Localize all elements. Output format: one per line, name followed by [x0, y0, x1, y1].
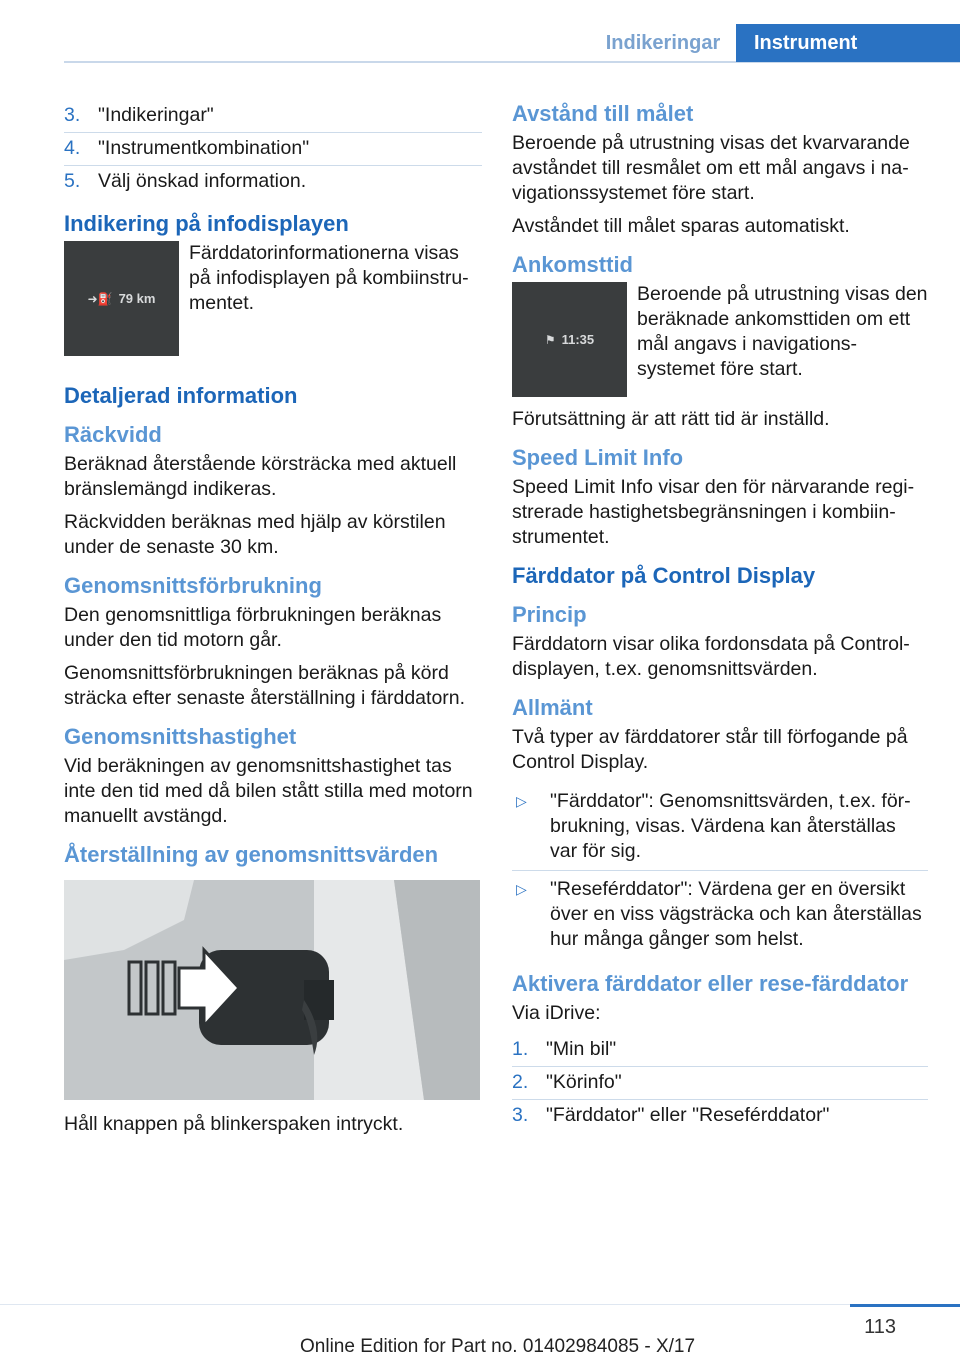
triangle-bullet-icon: ▷ — [516, 881, 527, 897]
heading-reset: Återställning av genomsnittsvärden — [64, 842, 439, 867]
infodisplay-figure — [64, 241, 482, 356]
destination-flag-icon: ⚑ — [544, 332, 556, 347]
avg-speed-text: Vid beräkningen av genomsnittshastighet tas inte den tid med då bilen stått stilla med motorn manuellt avstängd. — [64, 755, 473, 827]
edition-footer: Online Edition for Part no. 01402984085 - X/17 — [300, 1336, 696, 1357]
range-display-image — [64, 241, 179, 356]
page-number: 113 — [864, 1316, 896, 1338]
turn-signal-lever-illustration — [64, 880, 480, 1100]
range-text-2: Räckvidden beräknas med hjälp av körstilen under de senaste 30 km. — [64, 511, 446, 558]
general-text: Två typer av färddatorer står till förfogande på Control Display. — [512, 726, 908, 773]
heading-arrival: Ankomsttid — [512, 252, 633, 277]
list-item: 2. "Körinfo" — [512, 1067, 928, 1100]
list-item: 1. "Min bil" — [512, 1034, 928, 1067]
header-tab-chapter[interactable]: Instrument — [736, 24, 960, 62]
infodisplay-text: Färddatorinformationerna visas på infodisplayen på kombiinstrumentet. — [189, 242, 469, 314]
heading-speed-limit: Speed Limit Info — [512, 445, 684, 470]
triangle-bullet-icon: ▷ — [516, 793, 527, 809]
distance-text-2: Avståndet till målet sparas automatiskt. — [512, 215, 850, 237]
heading-distance: Avstånd till målet — [512, 101, 694, 126]
speed-limit-text: Speed Limit Info visar den för närvarande registrerade hastighetsbegränsningen i kombiinstrumentet. — [512, 476, 915, 548]
heading-infodisplay: Indikering på infodisplayen — [64, 211, 349, 236]
distance-text-1: Beroende på utrustning visas det kvarvarande avståndet till resmålet om ett mål angavs i navigationssystemet före start. — [512, 132, 910, 204]
heading-avg-speed: Genomsnittshastighet — [64, 724, 297, 749]
arrival-display-image — [512, 282, 627, 397]
header-tab-section[interactable]: Indikeringar — [605, 31, 721, 54]
page-number-bar — [850, 1304, 960, 1307]
heading-range: Räckvidd — [64, 422, 162, 447]
reset-text: Håll knappen på blinkerspaken intryckt. — [64, 1113, 404, 1135]
list-item: 3. "Färddator" eller "Reseférddator" — [512, 1104, 830, 1126]
heading-consumption: Genomsnittsförbrukning — [64, 573, 322, 598]
arrival-note: Förutsättning är att rätt tid är inställd. — [512, 408, 830, 430]
fuel-range-icon: ➜⛽ — [87, 291, 113, 306]
range-text-1: Beräknad återstående körsträcka med aktuell bränslemängd indikeras. — [64, 453, 457, 500]
arrival-text: Beroende på utrustning visas den beräknade ankomsttiden om ett mål angavs i navigationssystemet före start. — [637, 283, 928, 380]
heading-activate: Aktivera färddator eller rese-färddator — [512, 971, 909, 996]
list-item: 3. "Indikeringar" — [64, 100, 482, 133]
range-display-value: 79 km — [118, 291, 156, 306]
list-item: ▷ "Färddator": Genomsnittsvärden, t.ex. förbrukning, visas. Värdena kan återställas var för sig. — [512, 783, 928, 871]
arrival-figure — [512, 282, 928, 397]
list-item: 4. "Instrumentkombination" — [64, 133, 482, 166]
arrival-display-value: 11:35 — [561, 332, 595, 347]
heading-general: Allmänt — [512, 695, 593, 720]
list-item: 5. Välj önskad information. — [64, 170, 307, 192]
heading-principle: Princip — [512, 602, 587, 627]
activate-text: Via iDrive: — [512, 1002, 601, 1024]
heading-detail: Detaljerad information — [64, 383, 298, 408]
footer-rule — [0, 1304, 960, 1305]
principle-text: Färddatorn visar olika fordonsdata på Controldisplayen, t.ex. genomsnittsvärden. — [512, 633, 910, 680]
heading-control-display: Färddator på Control Display — [512, 563, 816, 588]
consumption-text-1: Den genomsnittliga förbrukningen beräknas under den tid motorn går. — [64, 604, 442, 651]
list-item: ▷ "Reseférddator": Värdena ger en översikt över en viss vägsträcka och kan återställas hur många gånger som helst. — [512, 871, 928, 958]
consumption-text-2: Genomsnittsförbrukningen beräknas på körd sträcka efter senaste återställning i färddatorn. — [64, 662, 466, 709]
trip-computer-types-list — [512, 783, 928, 958]
right-column — [512, 100, 928, 1140]
steps-list-left — [64, 100, 482, 198]
steps-list-right — [512, 1034, 928, 1132]
left-column — [64, 100, 482, 1145]
